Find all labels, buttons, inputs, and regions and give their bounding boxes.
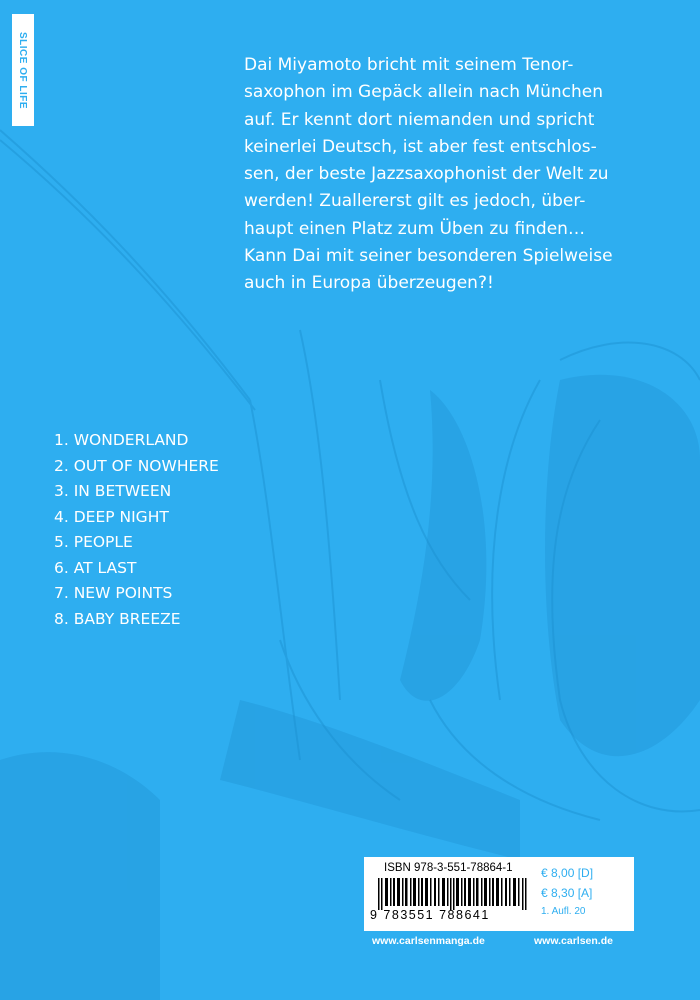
chapter-item: 6. AT LAST: [54, 558, 137, 577]
synopsis-line: auch in Europa überzeugen?!: [244, 273, 494, 294]
genre-label: [12, 14, 34, 126]
synopsis-line: Dai Miyamoto bricht mit seinem Tenor-: [244, 55, 574, 75]
chapter-list: [54, 428, 219, 632]
chapter-item: 5. PEOPLE: [54, 533, 133, 551]
barcode-icon: [378, 878, 528, 910]
edition-note: 1. Aufl. 20: [541, 906, 586, 917]
genre-label-text: SLICE OF LIFE: [17, 31, 29, 109]
isbn-number: ISBN 978-3-551-78864-1: [384, 862, 513, 874]
chapter-item: 1. WONDERLAND: [54, 431, 189, 449]
synopsis-line: werden! Zuallererst gilt es jedoch, über-: [244, 191, 586, 212]
chapter-item: 2. OUT OF NOWHERE: [54, 456, 219, 475]
synopsis: [244, 52, 684, 298]
price-germany: € 8,00 [D]: [541, 866, 594, 880]
carlsen-link[interactable]: www.carlsen.de: [534, 935, 613, 947]
carlsenmanga-link[interactable]: www.carlsenmanga.de: [372, 935, 485, 947]
synopsis-line: keinerlei Deutsch, ist aber fest entschlos-: [244, 136, 597, 157]
synopsis-line: sen, der beste Jazzsaxophonist der Welt zu: [244, 164, 609, 185]
synopsis-line: auf. Er kennt dort niemanden und spricht: [244, 109, 595, 130]
synopsis-line: haupt einen Platz zum Üben zu finden…: [244, 218, 585, 239]
barcode-digits: 9 783551 788641: [370, 908, 490, 922]
chapter-item: 3. IN BETWEEN: [54, 482, 172, 500]
price-panel: [534, 862, 627, 925]
chapter-item: 8. BABY BREEZE: [54, 609, 181, 628]
synopsis-line: saxophon im Gepäck allein nach München: [244, 82, 603, 103]
chapter-item: 7. NEW POINTS: [54, 584, 173, 602]
chapter-item: 4. DEEP NIGHT: [54, 507, 169, 526]
price-austria: € 8,30 [A]: [541, 886, 593, 900]
synopsis-line: Kann Dai mit seiner besonderen Spielweise: [244, 246, 613, 267]
